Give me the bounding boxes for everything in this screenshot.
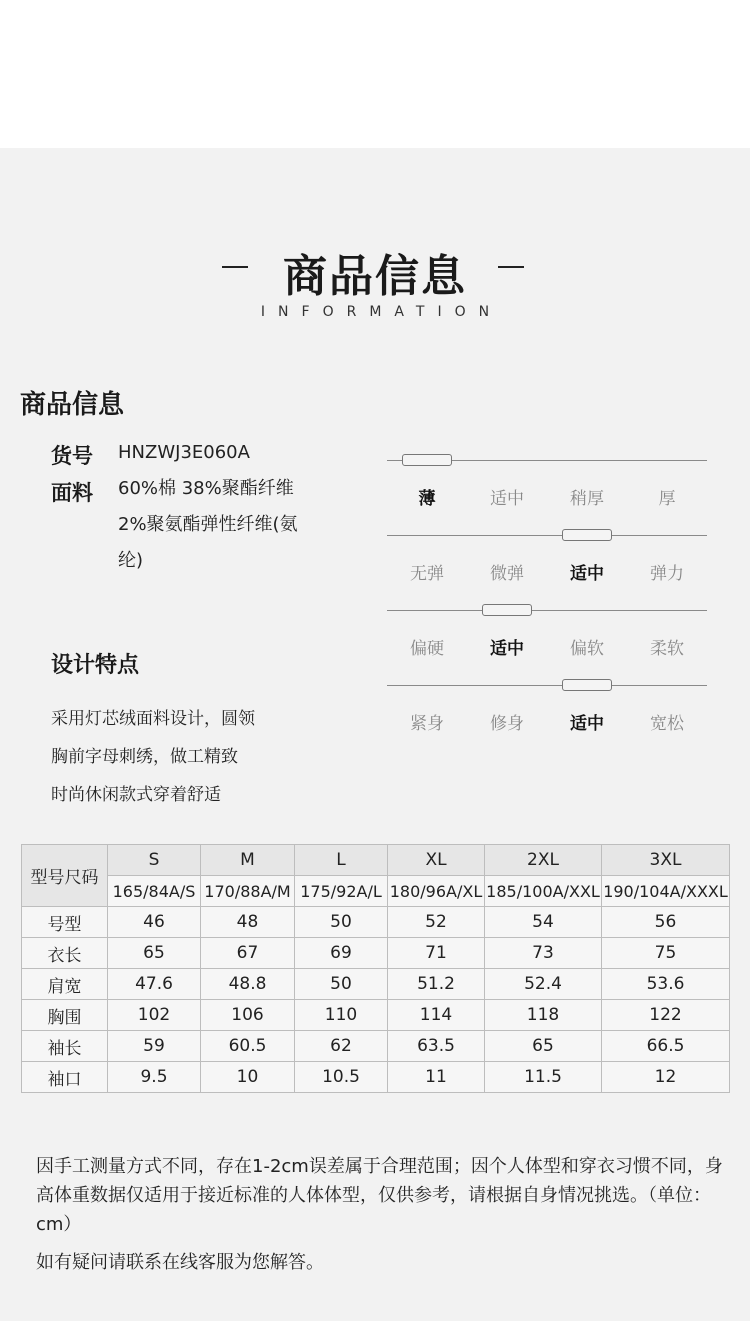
table-cell: 48 — [201, 907, 295, 938]
table-cell: 67 — [201, 938, 295, 969]
table-row — [22, 938, 730, 969]
section-title: 商品信息 — [20, 390, 125, 420]
scale-option: 柔软 — [650, 639, 684, 659]
fabric-line-2: 2%聚氨酯弹性纤维(氨 — [118, 514, 298, 535]
scale-option: 无弹 — [410, 564, 444, 584]
row-label: 袖口 — [22, 1062, 108, 1093]
contact-note: 如有疑问请联系在线客服为您解答。 — [36, 1252, 324, 1273]
size-header: 3XL — [602, 845, 730, 876]
table-cell: 60.5 — [201, 1031, 295, 1062]
top-blank-area — [0, 0, 750, 148]
table-cell: 47.6 — [108, 969, 201, 1000]
design-line-3: 时尚休闲款式穿着舒适 — [51, 785, 221, 805]
table-cell: 66.5 — [602, 1031, 730, 1062]
table-cell: 75 — [602, 938, 730, 969]
design-line-1: 采用灯芯绒面料设计，圆领 — [51, 709, 255, 729]
table-cell: 118 — [485, 1000, 602, 1031]
table-cell: 102 — [108, 1000, 201, 1031]
table-cell: 65 — [485, 1031, 602, 1062]
measurement-note: 因手工测量方式不同，存在1-2cm误差属于合理范围；因个人体型和穿衣习惯不同，身高体重数据仅适用于接近标准的人体体型，仅供参考，请根据自身情况挑选。（单位：cm） — [36, 1156, 723, 1235]
table-row — [22, 1000, 730, 1031]
scale-option: 稍厚 — [570, 489, 604, 509]
size-header: S — [108, 845, 201, 876]
row-label: 胸围 — [22, 1000, 108, 1031]
sku-label: 货号 — [51, 444, 93, 468]
table-cell: 106 — [201, 1000, 295, 1031]
design-title: 设计特点 — [51, 653, 140, 678]
scale-track — [387, 535, 707, 536]
size-standard: 180/96A/XL — [388, 876, 485, 907]
scale-option: 适中 — [490, 639, 524, 659]
fabric-label: 面料 — [51, 481, 93, 505]
size-standard: 175/92A/L — [295, 876, 388, 907]
table-cell: 10 — [201, 1062, 295, 1093]
row-label: 衣长 — [22, 938, 108, 969]
design-line-2: 胸前字母刺绣，做工精致 — [51, 747, 238, 767]
table-cell: 53.6 — [602, 969, 730, 1000]
scale-indicator — [402, 454, 452, 466]
table-row — [22, 845, 730, 876]
table-cell: 69 — [295, 938, 388, 969]
table-row — [22, 907, 730, 938]
table-cell: 56 — [602, 907, 730, 938]
scale-indicator — [562, 679, 612, 691]
fabric-line-3: 纶) — [118, 550, 144, 571]
info-panel — [0, 148, 750, 1321]
scale-option: 偏硬 — [410, 639, 444, 659]
size-header: M — [201, 845, 295, 876]
table-cell: 110 — [295, 1000, 388, 1031]
row-label: 肩宽 — [22, 969, 108, 1000]
table-cell: 50 — [295, 907, 388, 938]
scale-option: 薄 — [418, 489, 436, 509]
table-row — [22, 1031, 730, 1062]
scale-option: 偏软 — [570, 639, 604, 659]
size-header: 2XL — [485, 845, 602, 876]
size-table — [21, 844, 730, 1093]
table-cell: 62 — [295, 1031, 388, 1062]
table-cell: 114 — [388, 1000, 485, 1031]
size-corner-label: 型号尺码 — [22, 845, 108, 907]
scale-option: 厚 — [658, 489, 676, 509]
table-cell: 11.5 — [485, 1062, 602, 1093]
table-cell: 51.2 — [388, 969, 485, 1000]
scale-option: 微弹 — [490, 564, 524, 584]
page-subtitle: INFORMATION — [260, 304, 503, 320]
table-row — [22, 969, 730, 1000]
table-cell: 50 — [295, 969, 388, 1000]
scale-track — [387, 685, 707, 686]
table-row — [22, 876, 730, 907]
table-cell: 9.5 — [108, 1062, 201, 1093]
table-cell: 52.4 — [485, 969, 602, 1000]
table-cell: 65 — [108, 938, 201, 969]
table-cell: 63.5 — [388, 1031, 485, 1062]
scale-option: 紧身 — [410, 714, 444, 734]
table-cell: 54 — [485, 907, 602, 938]
size-standard: 190/104A/XXXL — [602, 876, 730, 907]
table-cell: 52 — [388, 907, 485, 938]
size-header: L — [295, 845, 388, 876]
table-cell: 10.5 — [295, 1062, 388, 1093]
sku-value: HNZWJ3E060A — [118, 442, 250, 463]
table-cell: 46 — [108, 907, 201, 938]
scale-option: 适中 — [570, 714, 604, 734]
table-cell: 11 — [388, 1062, 485, 1093]
size-header: XL — [388, 845, 485, 876]
table-cell: 48.8 — [201, 969, 295, 1000]
row-label: 号型 — [22, 907, 108, 938]
scale-option: 宽松 — [650, 714, 684, 734]
scale-option: 适中 — [570, 564, 604, 584]
row-label: 袖长 — [22, 1031, 108, 1062]
scale-indicator — [562, 529, 612, 541]
scale-indicator — [482, 604, 532, 616]
table-cell: 73 — [485, 938, 602, 969]
scale-track — [387, 610, 707, 611]
fabric-line-1: 60%棉 38%聚酯纤维 — [118, 478, 294, 499]
size-standard: 165/84A/S — [108, 876, 201, 907]
table-cell: 12 — [602, 1062, 730, 1093]
scale-option: 弹力 — [650, 564, 684, 584]
scale-option: 适中 — [490, 489, 524, 509]
table-row — [22, 1062, 730, 1093]
table-cell: 71 — [388, 938, 485, 969]
scale-option: 修身 — [490, 714, 524, 734]
size-standard: 185/100A/XXL — [485, 876, 602, 907]
table-cell: 122 — [602, 1000, 730, 1031]
table-cell: 59 — [108, 1031, 201, 1062]
size-standard: 170/88A/M — [201, 876, 295, 907]
page-title: 商品信息 — [283, 251, 467, 302]
title-dash-right — [498, 266, 524, 268]
